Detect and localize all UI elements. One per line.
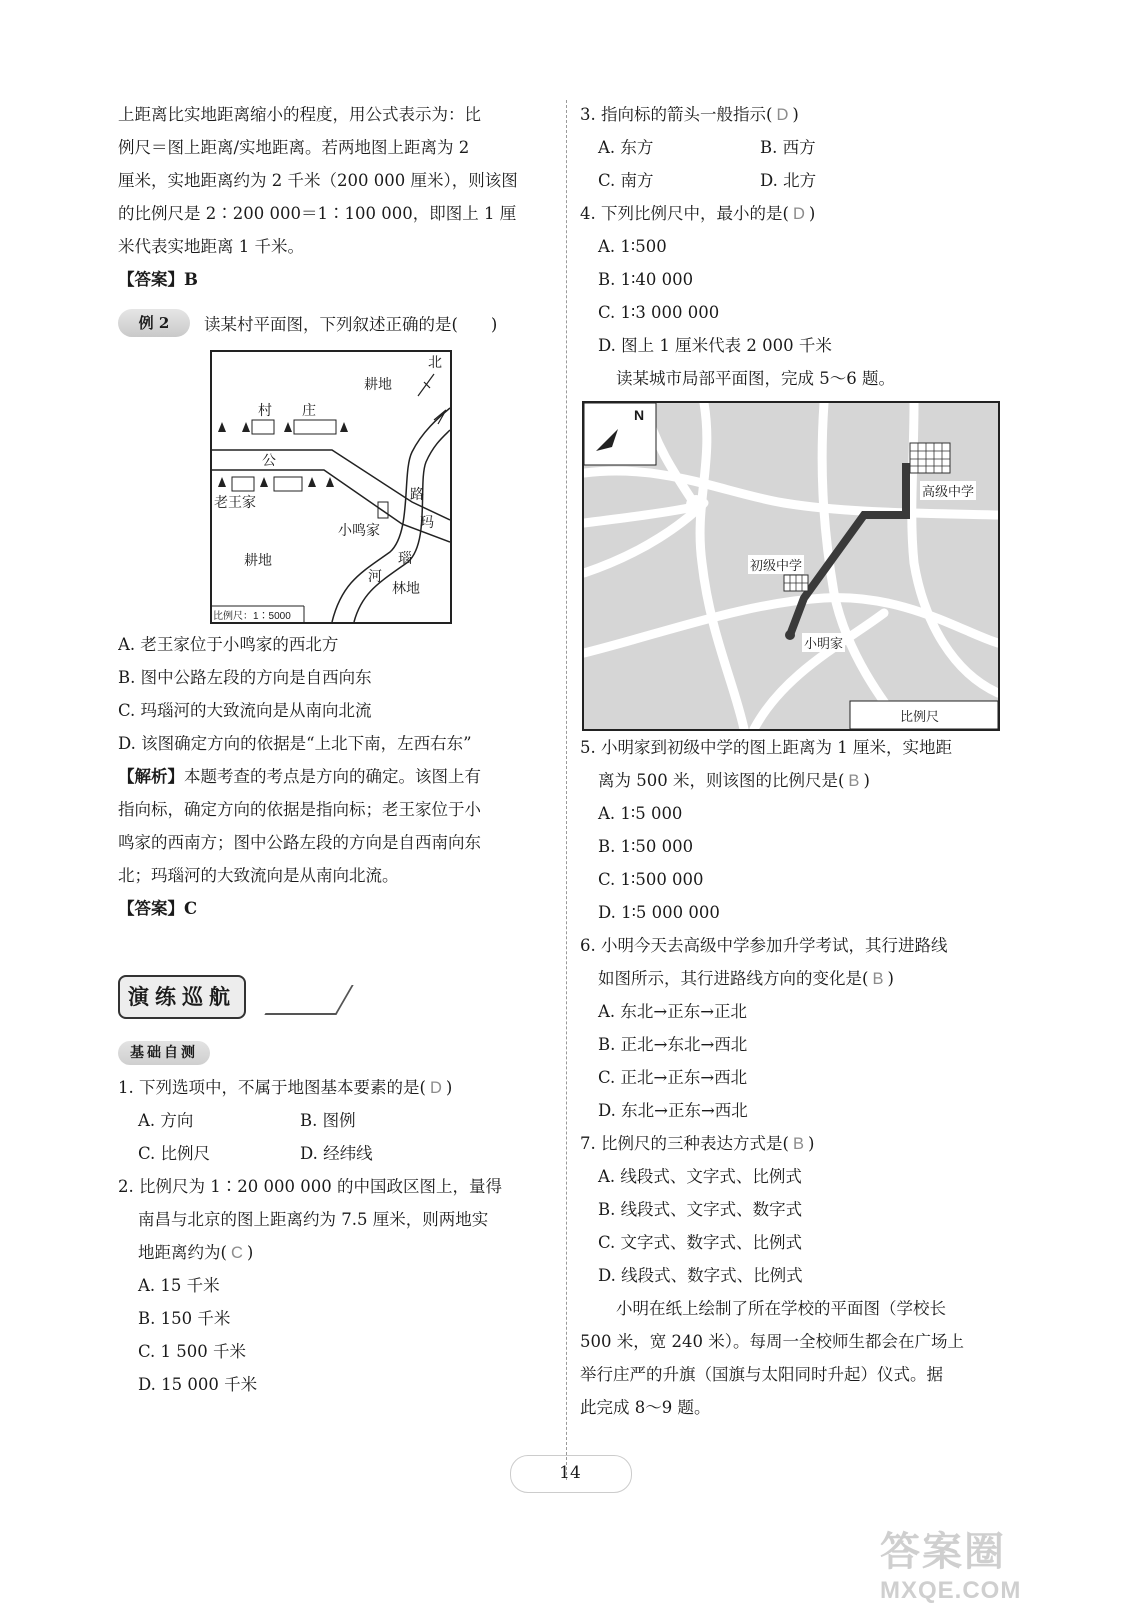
closing-line: 此完成 8～9 题。 (580, 1398, 711, 1417)
q1-options-row1 (118, 1104, 554, 1137)
intro-line: 米代表实地距离 1 千米。 (118, 237, 304, 256)
q3-option-b: B. 西方 (760, 138, 816, 157)
intro-line: 厘米，实地距离约为 2 千米（200 000 厘米），则该图 (118, 171, 518, 190)
q2-stem-line2: 南昌与北京的图上距离约为 7.5 厘米，则两地实 (138, 1210, 489, 1229)
q6-stem-line1: 6. 小明今天去高级中学参加升学考试，其行进路线 (580, 936, 948, 955)
q6-stem-line2: 如图所示，其行进路线方向的变化是( B ) (598, 969, 894, 988)
closing-line: 举行庄严的升旗（国旗与太阳同时升起）仪式。据 (580, 1365, 943, 1384)
q3-options-row1 (580, 131, 1016, 164)
q4-answer: D (792, 205, 805, 223)
q7-option-d: D. 线段式、数字式、比例式 (598, 1266, 803, 1285)
q2-option-b: B. 150 千米 (138, 1309, 231, 1328)
q7-stem: 7. 比例尺的三种表达方式是( B ) (580, 1134, 815, 1153)
q1-option-c: C. 比例尺 (138, 1144, 211, 1163)
q1-options-row2 (118, 1137, 554, 1170)
watermark-url: MXQE.COM (880, 1577, 1022, 1604)
map1-laowang-label: 老王家 (214, 495, 256, 511)
q1-option-b: B. 图例 (300, 1111, 356, 1130)
analysis-label: 【解析】 (118, 767, 184, 786)
example2-question: 读某村平面图，下列叙述正确的是( ) (204, 315, 498, 334)
right-column (580, 98, 1016, 1424)
q2-option-d: D. 15 000 千米 (138, 1375, 258, 1394)
map1-village-char1: 村 (258, 403, 272, 419)
closing-line: 小明在纸上绘制了所在学校的平面图（学校长 (616, 1299, 946, 1318)
ship-decoration-icon (264, 985, 353, 1015)
q6-option-a: A. 东北→正东→正北 (598, 1002, 748, 1021)
answer-example2: 【答案】C (118, 899, 198, 918)
q5-answer: B (848, 772, 860, 790)
map2-scale-label: 比例尺 (900, 709, 940, 724)
q5-option-b: B. 1∶50 000 (598, 837, 694, 856)
q5-option-c: C. 1∶500 000 (598, 870, 704, 889)
q3-option-d: D. 北方 (760, 171, 817, 190)
practice-banner-title: 演练巡航 (118, 975, 246, 1019)
answer-example1: 【答案】B (118, 270, 198, 289)
q1-option-a: A. 方向 (138, 1111, 194, 1130)
q6-option-b: B. 正北→东北→西北 (598, 1035, 748, 1054)
q3-option-a: A. 东方 (598, 138, 654, 157)
village-map (210, 350, 452, 624)
q3-option-c: C. 南方 (598, 171, 654, 190)
q4-stem: 4. 下列比例尺中，最小的是( D ) (580, 204, 816, 223)
q2-option-a: A. 15 千米 (138, 1276, 220, 1295)
analysis-line: 指向标，确定方向的依据是指向标；老王家位于小 (118, 800, 481, 819)
page-number: 14 (559, 1463, 581, 1483)
q2-stem-line1: 2. 比例尺为 1∶20 000 000 的中国政区图上，量得 (118, 1177, 502, 1196)
map2-intro: 读某城市局部平面图，完成 5～6 题。 (616, 369, 895, 388)
q4-option-d: D. 图上 1 厘米代表 2 000 千米 (598, 336, 832, 355)
map1-forest-label: 林地 (392, 581, 420, 597)
q7-option-b: B. 线段式、文字式、数字式 (598, 1200, 803, 1219)
watermark (880, 1520, 1130, 1604)
map1-river-char3: 河 (368, 569, 382, 585)
example2-option-b: B. 图中公路左段的方向是自西向东 (118, 668, 372, 687)
q3-answer: D (776, 106, 789, 124)
map1-farmland-bottom: 耕地 (244, 553, 272, 569)
q5-option-d: D. 1∶5 000 000 (598, 903, 720, 922)
q3-options-row2 (580, 164, 1016, 197)
map2-home-label: 小明家 (802, 633, 845, 652)
map1-river-char1: 玛 (420, 515, 434, 531)
example2-badge: 例 2 (118, 309, 190, 337)
map1-farmland-top: 耕地 (364, 377, 392, 393)
example2-option-c: C. 玛瑙河的大致流向是从南向北流 (118, 701, 372, 720)
map1-scale-label: 比例尺：1∶5000 (213, 611, 291, 622)
q2-stem-line3: 地距离约为( C ) (138, 1243, 254, 1262)
q5-option-a: A. 1∶5 000 (598, 804, 683, 823)
q1-option-d: D. 经纬线 (300, 1144, 373, 1163)
map2-north-label: N (634, 407, 645, 423)
q6-option-c: C. 正北→正东→西北 (598, 1068, 748, 1087)
subsection-badge: 基础自测 (118, 1041, 210, 1065)
intro-line: 的比例尺是 2∶200 000＝1∶100 000，即图上 1 厘 (118, 204, 517, 223)
analysis-line: 北；玛瑙河的大致流向是从南向北流。 (118, 866, 399, 885)
practice-banner (118, 965, 554, 1025)
analysis-line: 鸣家的西南方；图中公路左段的方向是自西南向东 (118, 833, 481, 852)
q7-option-c: C. 文字式、数字式、比例式 (598, 1233, 803, 1252)
q2-answer: C (230, 1244, 243, 1262)
q4-option-b: B. 1∶40 000 (598, 270, 694, 289)
example2-header (118, 302, 554, 344)
map1-river-char2: 瑙 (398, 551, 412, 567)
q4-option-a: A. 1∶500 (598, 237, 667, 256)
q1-stem: 1. 下列选项中，不属于地图基本要素的是( D ) (118, 1078, 453, 1097)
q6-answer: B (872, 970, 884, 988)
example2-option-d: D. 该图确定方向的依据是“上北下南，左西右东” (118, 734, 472, 753)
map1-village-char2: 庄 (302, 403, 316, 419)
q7-option-a: A. 线段式、文字式、比例式 (598, 1167, 802, 1186)
column-divider (566, 100, 567, 1480)
q1-answer: D (429, 1079, 442, 1097)
closing-line: 500 米，宽 240 米）。每周一全校师生都会在广场上 (580, 1332, 964, 1351)
watermark-logo: 答案圈 (880, 1530, 1006, 1574)
q7-answer: B (792, 1135, 804, 1153)
q2-option-c: C. 1 500 千米 (138, 1342, 247, 1361)
q6-option-d: D. 东北→正东→西北 (598, 1101, 748, 1120)
map1-north-label: 北 (428, 355, 442, 371)
map1-road-char1: 公 (262, 453, 276, 469)
left-column (118, 98, 554, 1401)
intro-line: 上距离比实地距离缩小的程度，用公式表示为：比 (118, 105, 481, 124)
city-map (582, 401, 1000, 731)
map2-junior-school-label: 初级中学 (748, 555, 804, 574)
map1-xiaoming-label: 小鸣家 (338, 523, 380, 539)
q5-stem-line2: 离为 500 米，则该图的比例尺是( B ) (598, 771, 870, 790)
analysis-line: 本题考查的考点是方向的确定。该图上有 (184, 767, 481, 786)
q5-stem-line1: 5. 小明家到初级中学的图上距离为 1 厘米，实地距 (580, 738, 952, 757)
map2-high-school-label: 高级中学 (920, 481, 976, 500)
q4-option-c: C. 1∶3 000 000 (598, 303, 720, 322)
map1-road-char2: 路 (410, 487, 424, 503)
example2-option-a: A. 老王家位于小鸣家的西北方 (118, 635, 339, 654)
intro-line: 例尺＝图上距离/实地距离。若两地图上距离为 2 (118, 138, 470, 157)
q3-stem: 3. 指向标的箭头一般指示( D ) (580, 105, 799, 124)
